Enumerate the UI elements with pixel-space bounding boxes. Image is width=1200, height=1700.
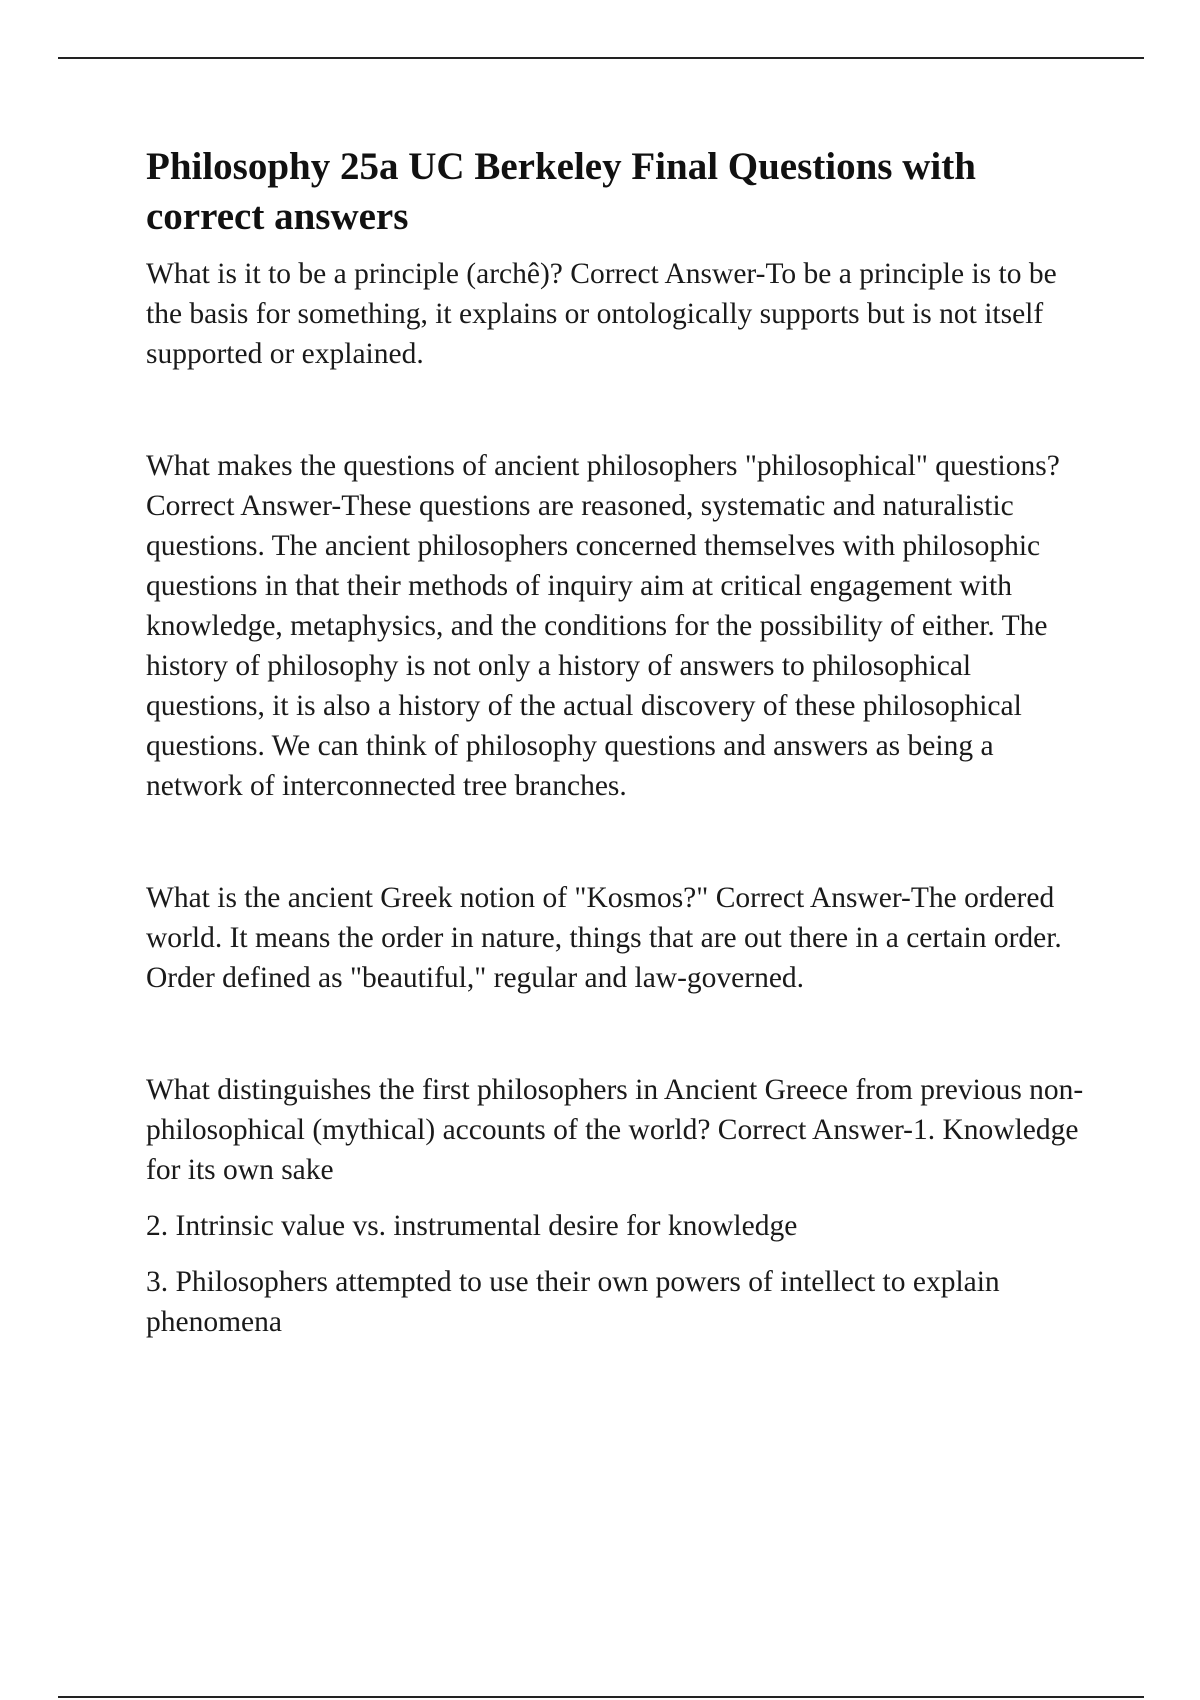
answer-list-item: 2. Intrinsic value vs. instrumental desire for knowledge — [146, 1210, 798, 1242]
document-body — [146, 142, 1086, 1342]
answer-list-item: 3. Philosophers attempted to use their own powers of intellect to explain phenomena — [146, 1266, 1000, 1338]
qa-paragraph: What makes the questions of ancient philosophers "philosophical" questions? Correct Answer-These questions are reasoned, systematic and naturalistic questions. The ancient philosophers concerned themselves with philosophic questions in that their methods of inquiry aim at critical engagement with knowledge, metaphysics, and the conditions for the possibility of either. The history of philosophy is not only a history of answers to philosophical questions, it is also a history of the actual discovery of these philosophical questions. We can think of philosophy questions and answers as being a network of interconnected tree branches. — [146, 450, 1060, 802]
qa-paragraph: What is it to be a principle (archê)? Correct Answer-To be a principle is to be the basis for something, it explains or ontologically supports but is not itself supported or explained. — [146, 258, 1057, 370]
qa-paragraph: What is the ancient Greek notion of "Kosmos?" Correct Answer-The ordered world. It means the order in nature, things that are out there in a certain order. Order defined as "beautiful," regular and law-governed. — [146, 882, 1062, 994]
bottom-divider — [58, 1696, 1144, 1698]
qa-paragraph: What distinguishes the first philosophers in Ancient Greece from previous non-philosophical (mythical) accounts of the world? Correct Answer-1. Knowledge for its own sake — [146, 1074, 1084, 1186]
document-title: Philosophy 25a UC Berkeley Final Questions with correct answers — [146, 145, 976, 238]
top-divider — [58, 57, 1144, 59]
